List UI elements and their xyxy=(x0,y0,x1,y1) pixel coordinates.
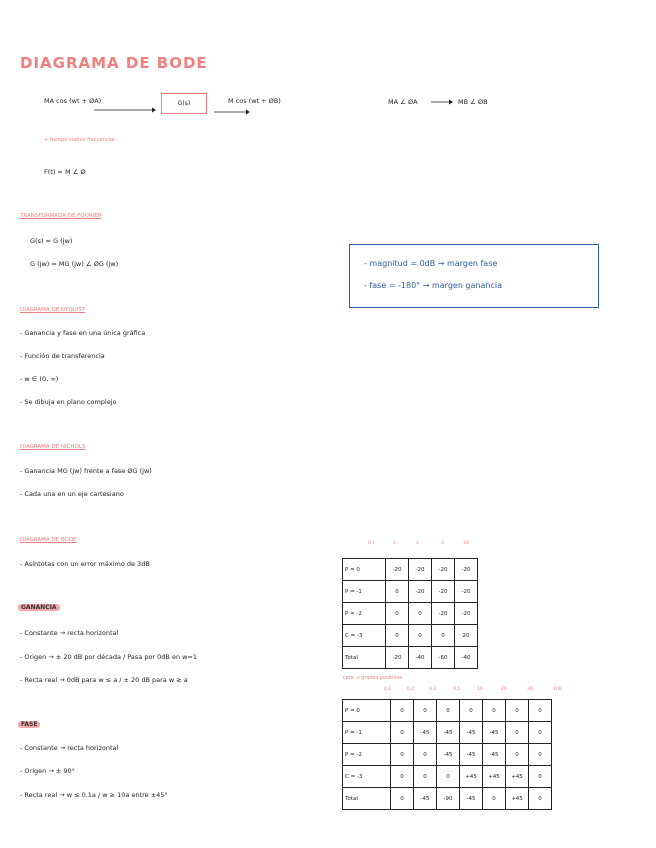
relation-right: MB ∠ ØB xyxy=(458,98,488,106)
table-cell: -45 xyxy=(437,722,460,744)
relation-left: MA ∠ ØA xyxy=(388,98,418,106)
table-cell: 0 xyxy=(432,625,455,647)
list-item: - Constante → recta horizontal xyxy=(20,629,119,637)
table-cell: -45 xyxy=(460,722,483,744)
row-label: P = -1 xyxy=(343,722,391,744)
table-cell: -45 xyxy=(483,722,506,744)
table-cell: -45 xyxy=(460,788,483,810)
table-cell: +45 xyxy=(483,766,506,788)
table-cell: 0 xyxy=(506,700,529,722)
section-nyquist: DIAGRAMA DE NYQUIST xyxy=(20,307,86,313)
arrow-icon xyxy=(431,98,453,106)
table-cell: -20 xyxy=(409,581,432,603)
list-item: - Origen → ± 90° xyxy=(20,767,75,775)
table-cell: 0 xyxy=(414,766,437,788)
row-label: P = -1 xyxy=(343,581,386,603)
input-signal: MA cos (wt + ØA) xyxy=(44,97,102,105)
table-cell: 0 xyxy=(391,744,414,766)
list-item: - Ganancia y fase en una única gráfica xyxy=(20,329,146,337)
fourier-line: G(s) = G (jw) xyxy=(30,237,73,245)
row-label: P = -2 xyxy=(343,603,386,625)
col-label: 10 xyxy=(477,687,483,692)
table-row xyxy=(343,744,552,766)
table-cell: +45 xyxy=(506,788,529,810)
table-row xyxy=(343,788,552,810)
table-cell: -45 xyxy=(437,744,460,766)
table-cell: +45 xyxy=(460,766,483,788)
table-cell: 0 xyxy=(414,700,437,722)
table-row xyxy=(343,603,478,625)
transfer-block: G(s) xyxy=(161,93,207,114)
section-nichols: DIAGRAMA DE NICHOLS xyxy=(20,444,86,450)
row-label: Total xyxy=(343,647,386,669)
table-cell: -45 xyxy=(414,722,437,744)
table-cell: 0 xyxy=(506,744,529,766)
table-cell: -40 xyxy=(409,647,432,669)
table-cell: 0 xyxy=(409,625,432,647)
col-label: 0,2 xyxy=(407,687,415,692)
table-cell: -20 xyxy=(455,559,478,581)
margin-line: - fase = -180° → margen ganancia xyxy=(364,281,502,290)
table-row xyxy=(343,766,552,788)
page-title: DIAGRAMA DE BODE xyxy=(20,54,208,72)
table-cell: 0 xyxy=(386,603,409,625)
table-cell: 0 xyxy=(414,744,437,766)
col-label: 10 xyxy=(463,541,469,546)
row-label: P = 0 xyxy=(343,700,391,722)
table-cell: 0 xyxy=(391,766,414,788)
arrow-icon xyxy=(94,106,156,114)
table-cell: -20 xyxy=(386,647,409,669)
section-bode: DIAGRAMA DE BODE xyxy=(20,537,77,543)
table-cell: -60 xyxy=(432,647,455,669)
section-fourier: TRANSFORMADA DE FOURIER xyxy=(20,213,102,219)
col-label: 100 xyxy=(553,687,562,692)
table-cell: -40 xyxy=(455,647,478,669)
table-cell: 0 xyxy=(386,625,409,647)
table-cell: 0 xyxy=(437,766,460,788)
list-item: - Cada una en un eje cartesiano xyxy=(20,490,124,498)
row-label: C = -3 xyxy=(343,766,391,788)
table-cell: -45 xyxy=(483,744,506,766)
col-label: 3 xyxy=(441,541,444,546)
table-cell: -20 xyxy=(432,603,455,625)
col-label: 2 xyxy=(416,541,419,546)
table-cell: +45 xyxy=(506,766,529,788)
col-label: 0,1 xyxy=(384,687,392,692)
list-item: - Origen → ± 20 dB por década / Pasa por 0dB en w=1 xyxy=(20,653,198,661)
table-cell: -20 xyxy=(455,581,478,603)
table-cell: 0 xyxy=(506,722,529,744)
row-label: P = -2 xyxy=(343,744,391,766)
fourier-line: G (jw) = MG (jw) ∠ ØG (jw) xyxy=(30,260,119,268)
table-cell: -20 xyxy=(432,581,455,603)
margin-line: - magnitud = 0dB → margen fase xyxy=(364,259,498,268)
list-item: - Función de transferencia xyxy=(20,352,105,360)
col-label: 0,1 xyxy=(368,541,376,546)
margin-box xyxy=(349,244,599,308)
table-row xyxy=(343,625,478,647)
table-cell: 0 xyxy=(529,700,552,722)
col-label: 1 xyxy=(393,541,396,546)
output-signal: M cos (wt + ØB) xyxy=(228,97,281,105)
row-label: Total xyxy=(343,788,391,810)
list-item: - w ∈ (0, ∞) xyxy=(20,375,59,383)
table-cell: 0 xyxy=(529,788,552,810)
list-item: - Recta real → 0dB para w ≤ a / ± 20 dB para w ≥ a xyxy=(20,676,188,684)
table-row xyxy=(343,722,552,744)
table-cell: 0 xyxy=(460,700,483,722)
row-label: P = 0 xyxy=(343,559,386,581)
table-cell: 0 xyxy=(437,700,460,722)
col-label: 0,3 xyxy=(429,687,437,692)
list-item: - Constante → recta horizontal xyxy=(20,744,119,752)
table-caption: cero → grados positivos xyxy=(343,675,403,681)
section-ganancia: GANANCIA xyxy=(18,604,60,611)
table-cell: -45 xyxy=(460,744,483,766)
table-cell: 0 xyxy=(529,766,552,788)
table-cell: -20 xyxy=(386,559,409,581)
row-label: C = -3 xyxy=(343,625,386,647)
arrow-icon xyxy=(214,108,250,116)
list-item: - Recta real → w ≤ 0.1a / w ≥ 10a entre ±45° xyxy=(20,791,168,799)
col-label: 30 xyxy=(527,687,533,692)
col-label: 20 xyxy=(501,687,507,692)
table-cell: 0 xyxy=(386,581,409,603)
table-cell: 0 xyxy=(529,744,552,766)
table-cell: 0 xyxy=(483,700,506,722)
table-cell: -20 xyxy=(409,559,432,581)
phase-table xyxy=(342,699,552,810)
col-label: 0,5 xyxy=(453,687,461,692)
table-cell: 0 xyxy=(529,722,552,744)
table-cell: 0 xyxy=(483,788,506,810)
table-cell: 0 xyxy=(391,788,414,810)
table-cell: -90 xyxy=(437,788,460,810)
list-item: - Ganancia MG (jw) frente a fase ØG (jw) xyxy=(20,467,152,475)
table-cell: 20 xyxy=(455,625,478,647)
gain-table xyxy=(342,558,478,669)
note: + tiempo vuelve frecuencial xyxy=(44,137,115,143)
table-row xyxy=(343,700,552,722)
table-cell: -45 xyxy=(414,788,437,810)
section-fase: FASE xyxy=(18,721,40,728)
table-cell: 0 xyxy=(391,700,414,722)
table-row xyxy=(343,581,478,603)
list-item: - Se dibuja en plano complejo xyxy=(20,398,117,406)
table-row xyxy=(343,647,478,669)
expression: F(t) = M ∠ Ø xyxy=(44,168,86,176)
table-cell: 0 xyxy=(409,603,432,625)
table-cell: -20 xyxy=(455,603,478,625)
list-item: - Asíntotas con un error máximo de 3dB xyxy=(20,560,150,568)
table-row xyxy=(343,559,478,581)
table-cell: 0 xyxy=(391,722,414,744)
table-cell: -20 xyxy=(432,559,455,581)
